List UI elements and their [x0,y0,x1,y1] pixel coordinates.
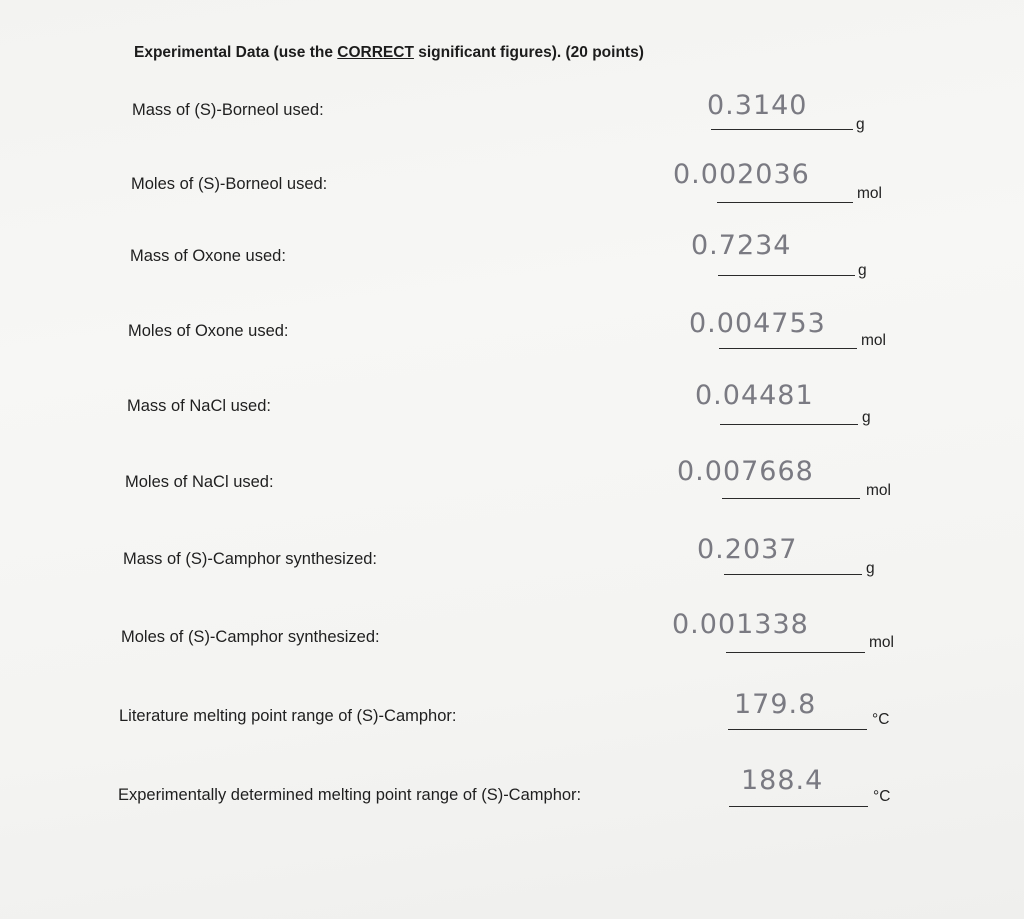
answer-line [724,574,862,575]
unit-label: g [862,409,871,426]
answer-line [717,202,853,203]
handwritten-answer[interactable]: 0.001338 [672,609,809,640]
unit-label: mol [866,482,891,499]
answer-line [711,129,853,130]
title-suffix: significant figures). (20 points) [413,44,644,61]
handwritten-answer[interactable]: 0.002036 [673,159,810,190]
answer-line [720,424,858,425]
handwritten-answer[interactable]: 0.2037 [697,534,798,565]
field-label: Literature melting point range of (S)-Camphor: [119,707,457,725]
answer-line [728,729,867,730]
handwritten-answer[interactable]: 0.3140 [707,90,808,121]
field-label: Moles of (S)-Borneol used: [131,175,328,193]
field-label: Mass of NaCl used: [127,397,271,415]
handwritten-answer[interactable]: 188.4 [741,765,824,796]
handwritten-answer[interactable]: 0.004753 [689,308,826,339]
answer-line [729,806,868,807]
field-label: Mass of Oxone used: [130,247,286,265]
field-label: Mass of (S)-Borneol used: [132,101,324,119]
answer-line [722,498,860,499]
unit-label: mol [861,332,886,349]
unit-label: mol [869,634,894,651]
title-emphasis: CORRECT [337,44,414,61]
unit-label: °C [872,711,890,728]
section-title [134,44,644,62]
field-label: Moles of Oxone used: [128,322,289,340]
unit-label: g [856,116,865,133]
handwritten-answer[interactable]: 0.7234 [691,230,792,261]
field-label: Moles of (S)-Camphor synthesized: [121,628,380,646]
field-label: Moles of NaCl used: [125,473,274,491]
answer-line [719,348,857,349]
answer-line [726,652,865,653]
handwritten-answer[interactable]: 0.04481 [695,380,814,411]
title-prefix: Experimental Data (use the [134,44,338,61]
unit-label: mol [857,185,882,202]
unit-label: g [866,560,875,577]
field-label: Experimentally determined melting point range of (S)-Camphor: [118,786,582,804]
answer-line [718,275,855,276]
unit-label: °C [873,788,891,805]
unit-label: g [858,262,867,279]
handwritten-answer[interactable]: 179.8 [734,689,817,720]
field-label: Mass of (S)-Camphor synthesized: [123,550,378,568]
handwritten-answer[interactable]: 0.007668 [677,456,814,487]
